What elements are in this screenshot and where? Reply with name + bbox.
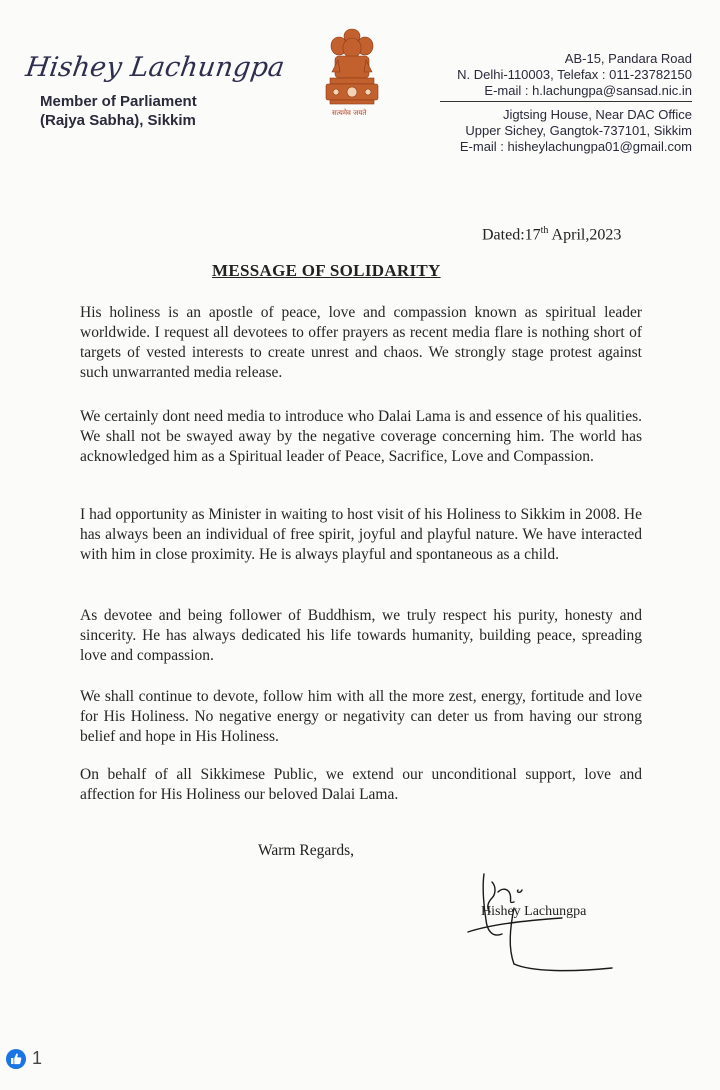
body-paragraph: On behalf of all Sikkimese Public, we extend our unconditional support, love and affection for His Holiness our beloved Dalai Lama. — [80, 766, 642, 803]
letterhead-constituency: (Rajya Sabha), Sikkim — [40, 112, 196, 129]
like-count: 1 — [32, 1048, 43, 1068]
sikkim-address-line: Jigtsing House, Near DAC Office — [502, 107, 692, 122]
letter-heading: MESSAGE OF SOLIDARITY — [212, 261, 441, 280]
letterhead-title: Member of Parliament — [40, 93, 197, 110]
emblem-motto: सत्यमेव जयते — [332, 109, 367, 117]
body-paragraph: His holiness is an apostle of peace, love and compassion known as spiritual leader worldwide. I request all devotees to offer prayers as recent media flare is nothing short of targets of vested interests to create unrest and chaos. We strongly stage protest against such unwarranted media release. — [80, 304, 642, 381]
thumbs-up-icon[interactable] — [6, 1049, 26, 1069]
body-paragraph: As devotee and being follower of Buddhism, we truly respect his purity, honesty and sincerity. He has always dedicated his life towards humanity, building peace, spreading love and compassion. — [80, 607, 642, 664]
letterhead-name: Hishey Lachungpa — [23, 52, 287, 83]
thumbs-up-glyph — [6, 1049, 26, 1069]
delhi-address-line: N. Delhi-110003, Telefax : 011-23782150 — [457, 67, 692, 82]
national-emblem-icon — [322, 26, 382, 122]
delhi-address-line: AB-15, Pandara Road — [564, 51, 692, 66]
delhi-email: E-mail : h.lachungpa@sansad.nic.in — [484, 83, 692, 98]
sikkim-email: E-mail : hisheylachungpa01@gmail.com — [459, 139, 692, 154]
body-paragraph: I had opportunity as Minister in waiting to host visit of his Holiness to Sikkim in 2008. He has always been an individual of free spirit, joyful and playful nature. We have interacted with him in close proximity. He is always playful and spontaneous as a child. — [80, 506, 642, 563]
body-paragraph: We certainly dont need media to introduce who Dalai Lama is and essence of his qualities. We shall not be swayed away by the negative coverage concerning him. The world has acknowledged him as a Spiritual leader of Peace, Sacrifice, Love and Compassion. — [80, 408, 642, 465]
letter-date: Dated:17th April,2023 — [482, 225, 622, 244]
address-divider — [440, 101, 692, 102]
body-paragraph: We shall continue to devote, follow him with all the more zest, energy, fortitude and love for His Holiness. No negative energy or negativity can deter us from having our strong belief and hope in His Holiness. — [80, 688, 642, 745]
signatory-name: Hishey Lachungpa — [481, 904, 587, 919]
sikkim-address-line: Upper Sichey, Gangtok-737101, Sikkim — [465, 123, 692, 138]
closing-regards: Warm Regards, — [258, 842, 355, 859]
handwritten-signature — [462, 868, 622, 978]
